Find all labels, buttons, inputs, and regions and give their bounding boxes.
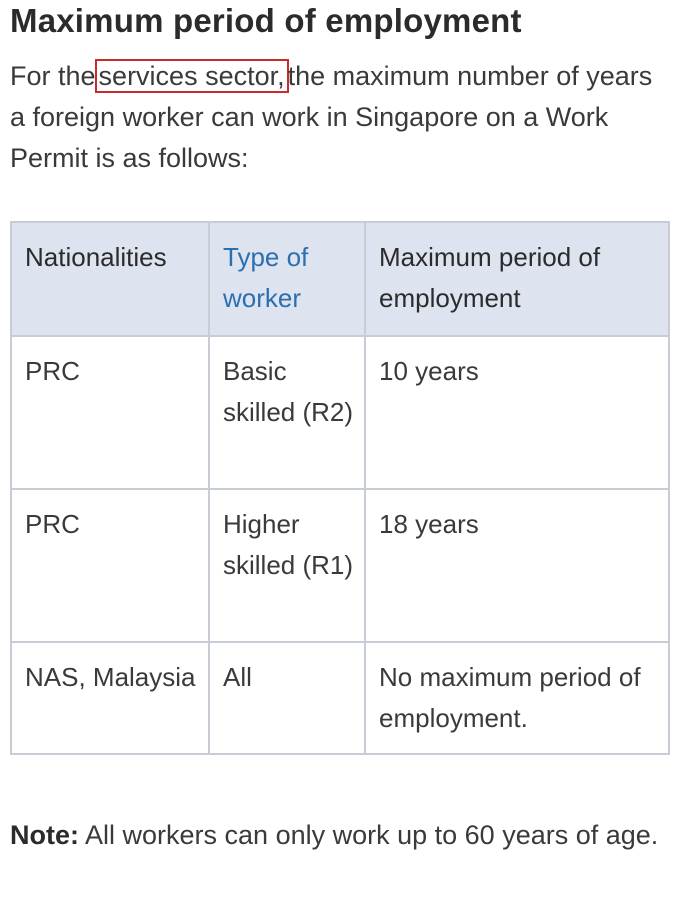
intro-paragraph [10, 56, 670, 179]
cell-worker-type: Basic skilled (R2) [209, 336, 365, 489]
cell-max-period: 18 years [365, 489, 669, 642]
table-row [11, 336, 669, 489]
intro-text-after: the maximum number of years a foreign worker can work in Singapore on a Work Permit is as follows: [10, 61, 653, 173]
cell-worker-type: All [209, 642, 365, 754]
cell-max-period: No maximum period of employment. [365, 642, 669, 754]
note-label: Note: [10, 820, 79, 850]
employment-period-table [10, 221, 670, 755]
intro-text-before: For the [10, 61, 96, 91]
table-row [11, 642, 669, 754]
note-text: All workers can only work up to 60 years of age. [85, 820, 659, 850]
cell-worker-type: Higher skilled (R1) [209, 489, 365, 642]
cell-max-period: 10 years [365, 336, 669, 489]
cell-nationality: PRC [11, 336, 209, 489]
header-maximum-period: Maximum period of employment [365, 222, 669, 336]
table-row [11, 489, 669, 642]
header-nationalities: Nationalities [11, 222, 209, 336]
highlighted-phrase: services sector, [95, 59, 289, 93]
header-type-of-worker-link[interactable]: Type of worker [209, 222, 365, 336]
table-header-row [11, 222, 669, 336]
cell-nationality: PRC [11, 489, 209, 642]
note-paragraph [10, 815, 670, 856]
page-title: Maximum period of employment [10, 2, 522, 39]
cell-nationality: NAS, Malaysia [11, 642, 209, 754]
